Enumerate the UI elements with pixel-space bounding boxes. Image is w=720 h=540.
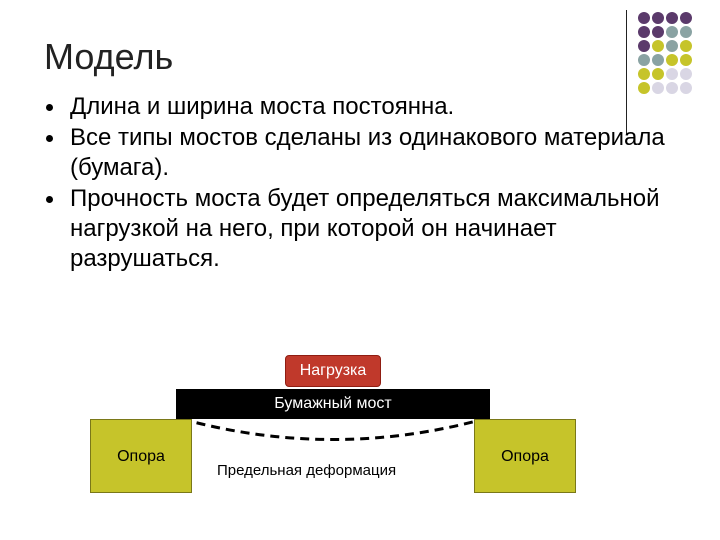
bridge-label: Бумажный мост bbox=[274, 395, 392, 412]
bullet-text: Прочность моста будет определяться максимальной нагрузкой на него, при которой он начинает разрушаться. bbox=[70, 185, 660, 272]
load-box bbox=[285, 355, 381, 387]
load-label: Нагрузка bbox=[299, 362, 367, 379]
deformation-label: Предельная деформация bbox=[217, 462, 397, 479]
support-right-label: Опора bbox=[501, 448, 549, 465]
support-left-label: Опора bbox=[117, 448, 165, 465]
bullet-text: Все типы мостов сделаны из одинакового материала (бумага). bbox=[70, 124, 665, 181]
slide-title: Модель bbox=[44, 36, 174, 77]
support-right bbox=[474, 419, 576, 493]
paper-bridge bbox=[176, 389, 490, 419]
bullet-text: Длина и ширина моста постоянна. bbox=[70, 93, 455, 120]
support-left bbox=[90, 419, 192, 493]
